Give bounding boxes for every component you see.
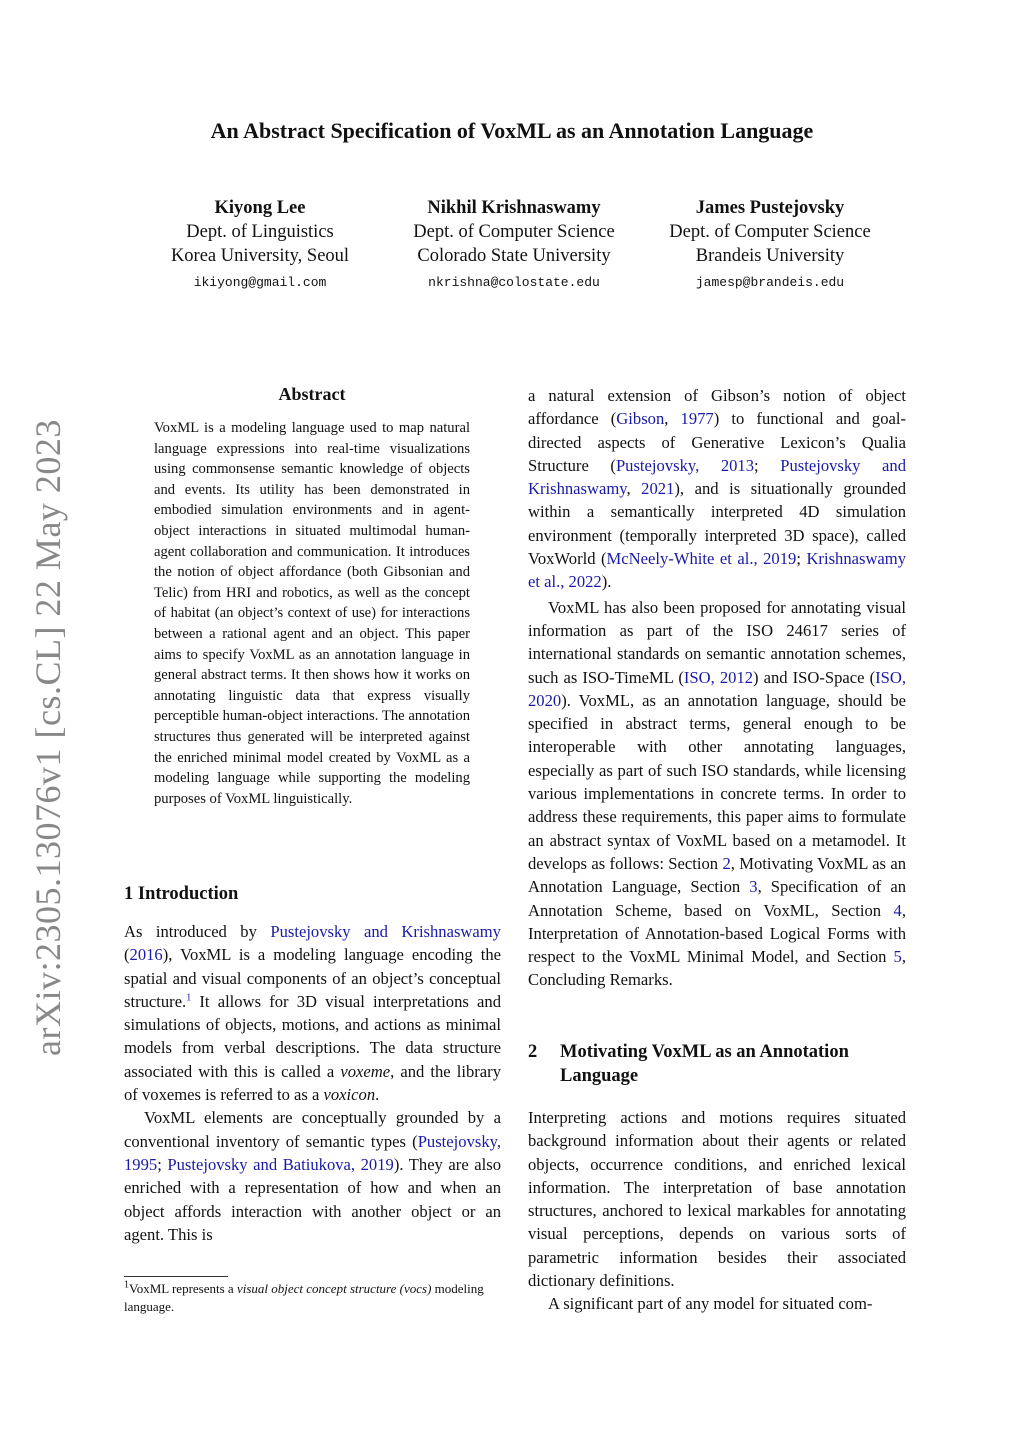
- author-block-1: [130, 196, 390, 295]
- author-email[interactable]: nkrishna@colostate.edu: [428, 275, 600, 290]
- citation-link[interactable]: Krishnaswamy et al., 2022: [528, 549, 906, 592]
- author-name: Kiyong Lee: [214, 198, 306, 218]
- citation-link[interactable]: Pustejovsky and Krishnaswamy: [270, 922, 501, 941]
- section-2-heading: 2 Motivating VoxML as an Annotation Language: [528, 1042, 849, 1086]
- citation-link[interactable]: Gibson: [616, 409, 665, 429]
- author-affiliation: Colorado State University: [417, 246, 611, 266]
- footnote-marker[interactable]: 1: [186, 992, 192, 1004]
- intro-paragraph-2: VoxML elements are conceptually grounded by a conventional inventory of semantic types (Pustejovsky, 1995; Pustejovsky and Batiukova, 2019). They are also enriched with a representation of how and when an object affords interaction with another object or an agent. This is: [124, 1108, 501, 1244]
- paper-title: An Abstract Specification of VoxML as an Annotation Language: [210, 118, 814, 143]
- footnote-mark: 1: [124, 1279, 129, 1291]
- left-column-body: [124, 920, 501, 1246]
- section-ref-link[interactable]: 4: [893, 900, 902, 920]
- author-dept: Dept. of Computer Science: [669, 222, 871, 242]
- citation-link[interactable]: ISO, 2020: [528, 667, 906, 710]
- paragraph-continuation: a natural extension of Gibson’s notion of object affordance (Gibson, 1977) to functional and goal-directed aspects of Generative Lexicon’s Qualia Structure (Pustejovsky, 2013; Pustejovsky and Krishnaswamy, 2021), and is situationally grounded within a semantically interpreted 4D simulation environment (temporally interpreted 3D space), called VoxWorld (McNeely-White et al., 2019; Krishnaswamy et al., 2022).: [528, 386, 907, 592]
- author-name: James Pustejovsky: [695, 198, 845, 218]
- section-1-heading: 1 Introduction: [124, 884, 239, 904]
- author-email[interactable]: ikiyong@gmail.com: [193, 275, 327, 290]
- section-2-body: [528, 1106, 906, 1316]
- author-dept: Dept. of Computer Science: [413, 222, 615, 242]
- citation-link[interactable]: McNeely-White et al., 2019: [606, 549, 797, 569]
- paragraph-voxml-iso: VoxML has also been proposed for annotating visual information as part of the ISO 24617 series of international standards on semantic annotation schemes, such as ISO-TimeML (ISO, 2012) and ISO-Space (ISO, 2020). VoxML, as an annotation language, should be specified in abstract terms, general enough to be interoperable with other annotating languages, especially as part of such ISO standards, while licensing various implementations in concrete terms. In order to address these requirements, this paper aims to formulate an abstract syntax of VoxML based on a metamodel. It develops as follows: Section 2, Motivating VoxML as an Annotation Language, Section 3, Specification of an Annotation Scheme, based on VoxML, Section 4, Interpretation of Annotation-based Logical Forms with respect to the VoxML Minimal Model, and Section 5, Concluding Remarks.: [528, 597, 906, 990]
- section-2-paragraph-1: Interpreting actions and motions requires situated background information about their agents or related objects, occurrence conditions, and enriched lexical information. The interpretation of base annotation structures, anchored to lexical markables for annotating visual perceptions, depends on various sorts of parametric information besides their associated dictionary definitions.: [528, 1108, 906, 1291]
- author-name: Nikhil Krishnaswamy: [427, 198, 601, 218]
- right-column-body: [528, 384, 906, 992]
- citation-link[interactable]: Pustejovsky and Batiukova, 2019: [167, 1154, 394, 1174]
- author-block-2: [384, 196, 644, 295]
- citation-link[interactable]: Pustejovsky and Krishnaswamy: [528, 455, 907, 499]
- arxiv-identifier: arXiv:2305.13076v1 [cs.CL] 22 May 2023: [28, 419, 68, 1056]
- author-email[interactable]: jamesp@brandeis.edu: [695, 275, 845, 290]
- section-ref-link[interactable]: 2: [722, 853, 731, 873]
- citation-link[interactable]: 2021: [641, 479, 675, 499]
- section-ref-link[interactable]: 5: [893, 947, 902, 967]
- citation-link[interactable]: Pustejovsky, 1995: [124, 1131, 501, 1174]
- author-block-3: [640, 196, 900, 295]
- citation-link[interactable]: Pustejovsky, 2013: [615, 455, 755, 475]
- section-2-paragraph-2: A significant part of any model for situated com-: [548, 1294, 873, 1314]
- citation-link[interactable]: ISO, 2012: [683, 667, 754, 687]
- author-affiliation: Korea University, Seoul: [170, 246, 350, 266]
- abstract-heading: Abstract: [278, 384, 346, 404]
- footnote-rule: [124, 1276, 228, 1277]
- author-dept: Dept. of Linguistics: [186, 222, 334, 242]
- citation-link[interactable]: 1977: [680, 409, 714, 429]
- abstract-text: VoxML is a modeling language used to map natural language expressions into real-time visualizations using commonsense semantic knowledge of objects and events. Its utility has been demonstrated in embodied simulation environments and in agent-object interactions in situated multimodal human-agent collaboration and communication. It introduces the notion of object affordance (both Gibsonian and Telic) from HRI and robotics, as well as the concept of habitat (an object’s context of use) for interactions between a rational agent and an object. This paper aims to specify VoxML as an annotation language in general abstract terms. It then shows how it works on annotating linguistic data that express visually perceptible human-object interactions. The annotation structures thus generated will be interpreted against the enriched minimal model created by VoxML as a modeling language while supporting the modeling purposes of VoxML linguistically.: [154, 420, 470, 807]
- intro-paragraph-1: As introduced by Pustejovsky and Krishnaswamy (2016), VoxML is a modeling language encoding the spatial and visual components of an object’s conceptual structure.$^1$ It allows for 3D visual interpretations and simulations of objects, motions, and actions as minimal models from verbal descriptions. The data structure associated with this is called a voxeme, and the library of voxemes is referred to as a voxicon.: [124, 922, 501, 1105]
- citation-link[interactable]: 2016: [129, 945, 163, 965]
- section-ref-link[interactable]: 3: [749, 877, 758, 897]
- section-2-number: 2: [528, 1042, 538, 1062]
- author-affiliation: Brandeis University: [695, 246, 845, 266]
- footnote: $^1$VoxML represents a visual object concept structure (vocs) modeling language.: [124, 1279, 484, 1314]
